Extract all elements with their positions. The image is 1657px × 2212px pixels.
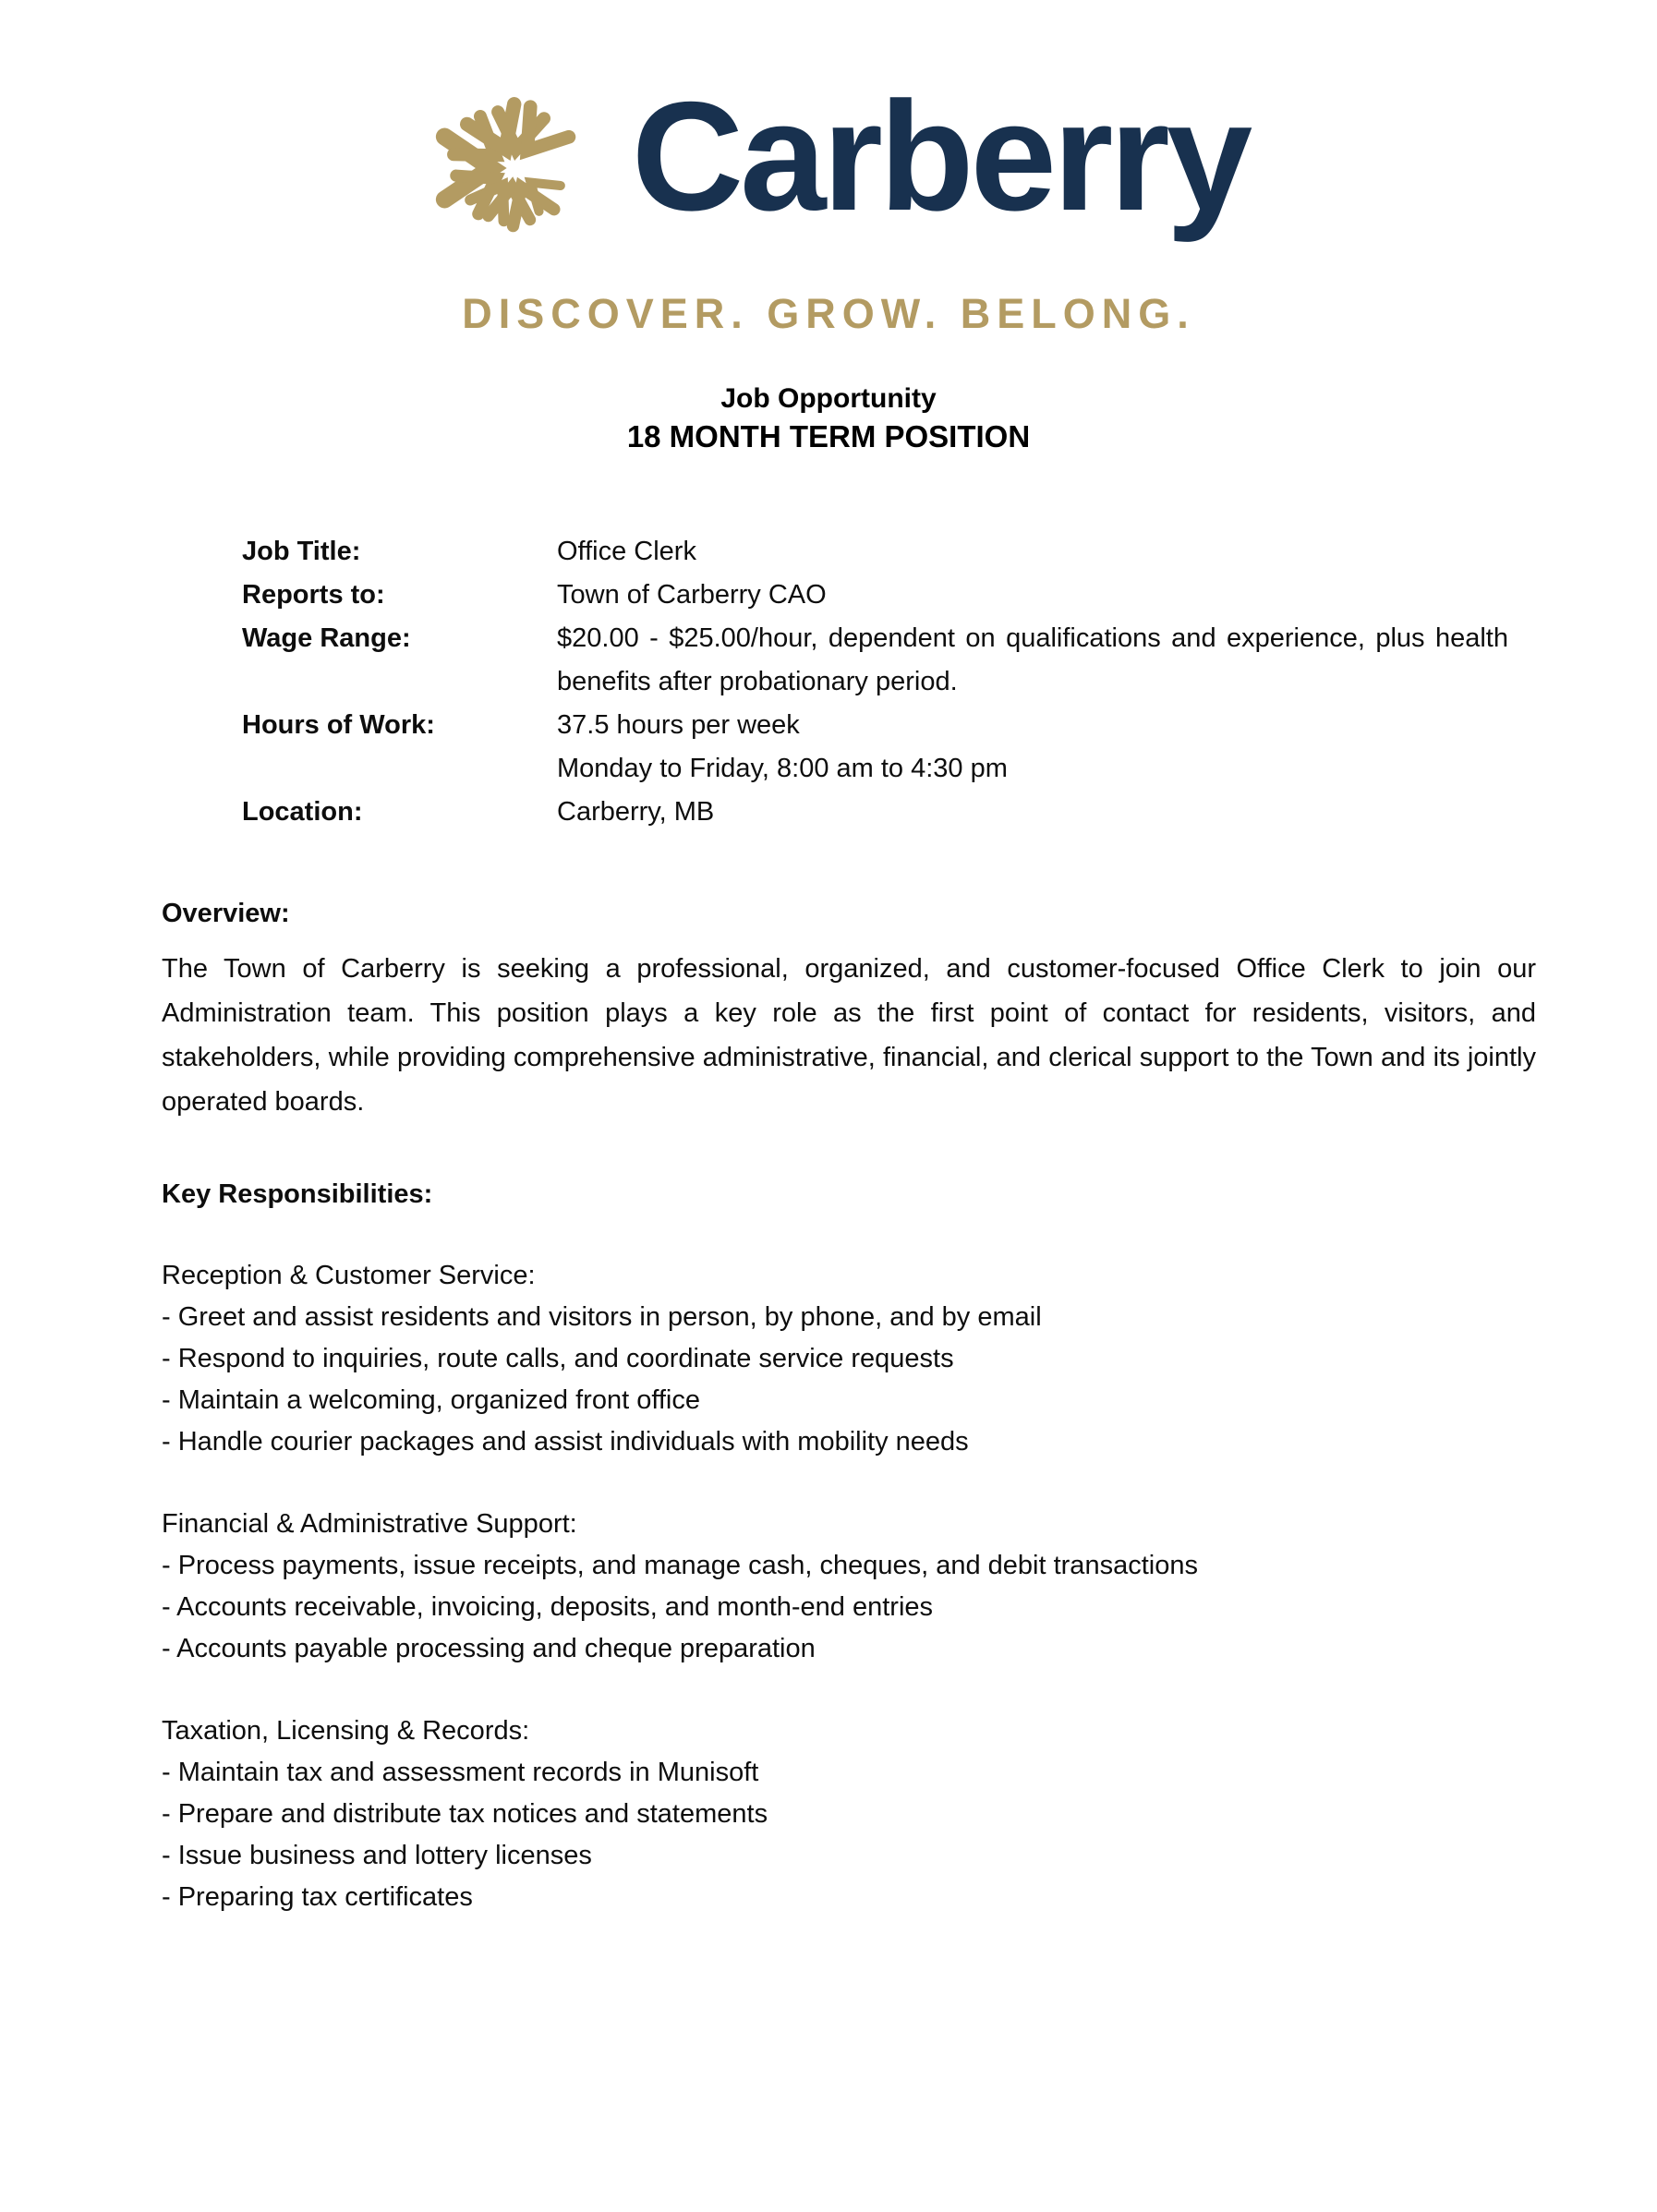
- bullet-item: - Accounts payable processing and cheque preparation: [162, 1634, 816, 1663]
- detail-label: Wage Range:: [242, 623, 411, 653]
- detail-row-job-title: [242, 530, 1536, 574]
- detail-value: $20.00 - $25.00/hour, dependent on qualifications and experience, plus health benefits after probationary period.: [557, 623, 1508, 696]
- bullet-item: - Greet and assist residents and visitors in person, by phone, and by email: [162, 1302, 1042, 1332]
- bullet-item: - Respond to inquiries, route calls, and coordinate service requests: [162, 1344, 954, 1373]
- detail-label: Reports to:: [242, 580, 385, 610]
- detail-label: Hours of Work:: [242, 710, 435, 740]
- doc-title: Job Opportunity: [720, 383, 937, 414]
- doc-subtitle: 18 MONTH TERM POSITION: [626, 419, 1031, 453]
- bullet-item: - Accounts receivable, invoicing, deposits, and month-end entries: [162, 1592, 934, 1622]
- detail-value: Monday to Friday, 8:00 am to 4:30 pm: [557, 754, 1008, 783]
- brand-tagline: DISCOVER. GROW. BELONG.: [462, 290, 1195, 337]
- responsibility-group-taxation: [162, 1710, 1536, 1918]
- detail-label: Location:: [242, 797, 363, 827]
- responsibility-group-financial: [162, 1504, 1536, 1670]
- key-responsibilities-heading: Key Responsibilities:: [162, 1179, 433, 1209]
- bullet-item: - Issue business and lottery licenses: [162, 1841, 592, 1870]
- detail-value: 37.5 hours per week: [557, 710, 800, 740]
- carberry-logo: [0, 65, 1657, 272]
- bullet-item: - Prepare and distribute tax notices and statements: [162, 1799, 768, 1829]
- detail-value: Town of Carberry CAO: [557, 580, 827, 610]
- detail-row-hours-of-work: [242, 704, 1536, 747]
- group-title: Reception & Customer Service:: [162, 1261, 536, 1290]
- bullet-item: - Handle courier packages and assist individuals with mobility needs: [162, 1427, 969, 1457]
- overview-heading: Overview:: [162, 899, 290, 928]
- job-details-table: [242, 530, 1536, 834]
- detail-value: Office Clerk: [557, 537, 696, 566]
- bullet-item: - Preparing tax certificates: [162, 1882, 473, 1912]
- detail-row-wage-range: [242, 617, 1536, 704]
- brand-wordmark: Carberry: [631, 69, 1250, 243]
- detail-row-schedule: [242, 747, 1536, 791]
- bullet-item: - Process payments, issue receipts, and manage cash, cheques, and debit transactions: [162, 1551, 1198, 1580]
- brand-header: [0, 65, 1657, 456]
- group-title: Taxation, Licensing & Records:: [162, 1716, 530, 1746]
- bullet-item: - Maintain tax and assessment records in Munisoft: [162, 1758, 759, 1787]
- detail-value: Carberry, MB: [557, 797, 715, 827]
- bullet-item: - Maintain a welcoming, organized front office: [162, 1385, 700, 1415]
- group-title: Financial & Administrative Support:: [162, 1509, 577, 1539]
- overview-paragraph: The Town of Carberry is seeking a professional, organized, and customer-focused Office Clerk to join our Administration team. This position plays a key role as the first point of contact for residents, visitors, and stakeholders, while providing comprehensive administrative, financial, and clerical support to the Town and its jointly operated boards.: [162, 954, 1536, 1117]
- responsibility-group-reception: [162, 1255, 1536, 1463]
- starburst-icon: [408, 65, 619, 272]
- detail-row-reports-to: [242, 574, 1536, 617]
- detail-row-location: [242, 791, 1536, 834]
- detail-label: [242, 747, 557, 791]
- detail-label: Job Title:: [242, 537, 361, 566]
